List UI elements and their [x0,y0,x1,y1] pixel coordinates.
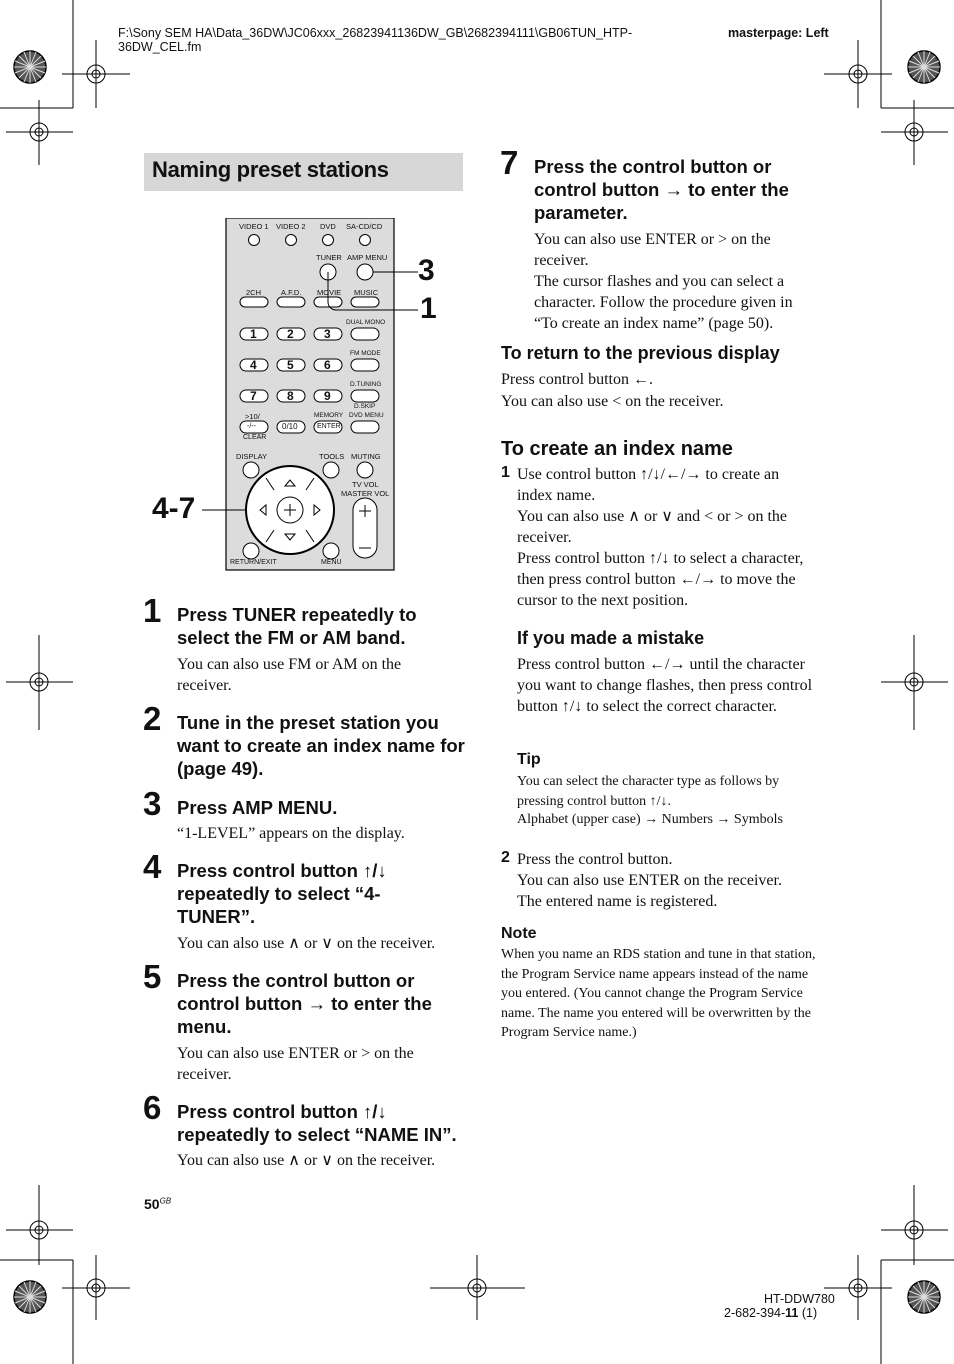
masterpage-label: masterpage: Left [728,26,829,40]
return-prev-line-1: Press control button ←. [501,371,653,388]
step-2-number: 2 [143,700,162,737]
step-5-number: 5 [143,958,162,995]
step-6-body: You can also use ∧ or ∨ on the receiver. [177,1152,436,1169]
part-code-suffix: (1) [798,1306,818,1320]
return-prev-line-2: You can also use < on the receiver. [501,393,724,410]
remote-key-5: 5 [287,358,294,372]
remote-label-amp-menu: AMP MENU [347,253,388,262]
step-4-number: 4 [143,848,162,885]
remote-key-6: 6 [324,358,331,372]
step-1-number: 1 [143,592,162,629]
create-index-item-2-number: 2 [501,849,510,866]
step-3-heading: Press AMP MENU. [177,797,338,818]
step-7-body-2: The cursor flashes and you can select a character. Follow the procedure given in “To create an index name” (page 50). [534,273,793,332]
create-index-item-2-text: Press the control button. [517,851,673,868]
remote-label-dvd-menu: DVD MENU [349,412,384,419]
remote-label-2ch: 2CH [246,288,262,297]
remote-key-4: 4 [250,358,257,372]
remote-label-music: MUSIC [354,288,379,297]
section-title: Naming preset stations [144,153,463,191]
tip-sequence: Alphabet (upper case) → Numbers → Symbols [517,812,783,827]
remote-label-tools: TOOLS [319,452,345,461]
remote-key-8: 8 [287,389,294,403]
file-path: F:\Sony SEM HA\Data_36DW\JC06xxx_26823941136DW_GB\2682394111\GB06TUN_HTP-36DW_CEL.fm [118,26,633,54]
remote-label-dvd: DVD [320,222,336,231]
step-7-body-1: You can also use ENTER or > on the receiver. [534,231,771,269]
create-index-item-1-p3: Press control button ↑/↓ to select a character, then press control button ←/→ to move the cursor to the next position. [517,550,804,609]
remote-label-display: DISPLAY [236,452,268,461]
callout-1: 1 [420,292,437,325]
remote-label-return-exit: RETURN/EXIT [230,559,277,566]
remote-key-3: 3 [324,327,331,341]
remote-label-ten: >10/ [245,412,260,421]
step-3-body: “1-LEVEL” appears on the display. [177,825,405,842]
step-3-number: 3 [143,785,162,822]
remote-illustration [150,218,450,573]
part-code-prefix: 2-682-394- [724,1306,786,1320]
page-number [144,1196,171,1212]
step-2-heading: Tune in the preset station you want to create an index name for (page 49). [177,712,465,779]
step-4-heading: Press control button ↑/↓ repeatedly to select “4-TUNER”. [177,860,387,927]
step-7-heading: Press the control button or control button → to enter the parameter. [534,156,789,223]
model-number: HT-DDW780 [764,1292,835,1306]
note-heading: Note [501,925,537,942]
create-index-item-1-number: 1 [501,464,510,481]
remote-label-afd: A.F.D. [281,288,302,297]
remote-label-tuner: TUNER [316,253,342,262]
remote-label-fm-mode: FM MODE [350,350,381,357]
create-index-heading: To create an index name [501,438,733,460]
callout-3: 3 [418,254,435,287]
remote-label-video2: VIDEO 2 [276,222,306,231]
return-prev-heading: To return to the previous display [501,343,780,363]
remote-label-menu: MENU [321,559,342,566]
create-index-item-2-p2: You can also use ENTER on the receiver. [517,872,782,889]
create-index-item-1-p2: You can also use ∧ or ∨ and < or > on the receiver. [517,508,788,546]
part-code [724,1306,817,1320]
remote-key-1: 1 [250,327,257,341]
remote-label-dtuning: D.TUNING [350,381,382,388]
step-1-body: You can also use FM or AM on the receiver. [177,656,402,694]
create-index-item-2-p3: The entered name is registered. [517,893,718,910]
remote-label-tvvol: TV VOL [352,480,379,489]
remote-key-7: 7 [250,389,257,403]
remote-label-zero: 0/10 [282,422,298,431]
mistake-heading: If you made a mistake [517,628,705,648]
remote-label-memory: MEMORY [314,412,344,419]
create-index-item-1-text: Use control button ↑/↓/←/→ to create an index name. [517,466,780,504]
step-6-number: 6 [143,1089,162,1126]
remote-key-2: 2 [287,327,294,341]
remote-label-muting: MUTING [351,452,381,461]
remote-label-movie: MOVIE [317,288,342,297]
remote-label-dskip: D.SKIP [354,403,376,410]
mistake-text: Press control button ←/→ until the character you want to change flashes, then press control button ↑/↓ to select the correct character. [517,656,813,715]
part-code-bold: 11 [785,1306,799,1320]
note-text: When you name an RDS station and tune in that station, the Program Service name appears instead of the name you entered. (You cannot change the Program Service name. The name you entered will be overwritten by the Program Service name.) [501,947,816,1040]
remote-label-mastervol: MASTER VOL [341,489,390,498]
step-4-body: You can also use ∧ or ∨ on the receiver. [177,935,436,952]
remote-label-dual-mono: DUAL MONO [346,319,386,326]
step-7-number: 7 [500,144,519,181]
step-6-heading: Press control button ↑/↓ repeatedly to select “NAME IN”. [177,1101,457,1145]
remote-label-enter: ENTER [317,423,341,430]
remote-label-sacd: SA-CD/CD [346,222,383,231]
tip-heading: Tip [517,751,541,768]
page-number-sup: GB [159,1196,172,1206]
remote-label-clear: CLEAR [243,434,267,441]
step-1-heading: Press TUNER repeatedly to select the FM or AM band. [177,604,417,648]
remote-label-ten-sub: -/-- [247,423,256,430]
page-number-value: 50 [144,1196,160,1212]
tip-text: You can select the character type as follows by pressing control button ↑/↓. [517,774,780,809]
callout-4-7: 4-7 [152,492,196,525]
remote-key-9: 9 [324,389,331,403]
remote-label-video1: VIDEO 1 [239,222,269,231]
step-5-heading: Press the control button or control button → to enter the menu. [177,970,432,1037]
step-5-body: You can also use ENTER or > on the receiver. [177,1045,414,1083]
